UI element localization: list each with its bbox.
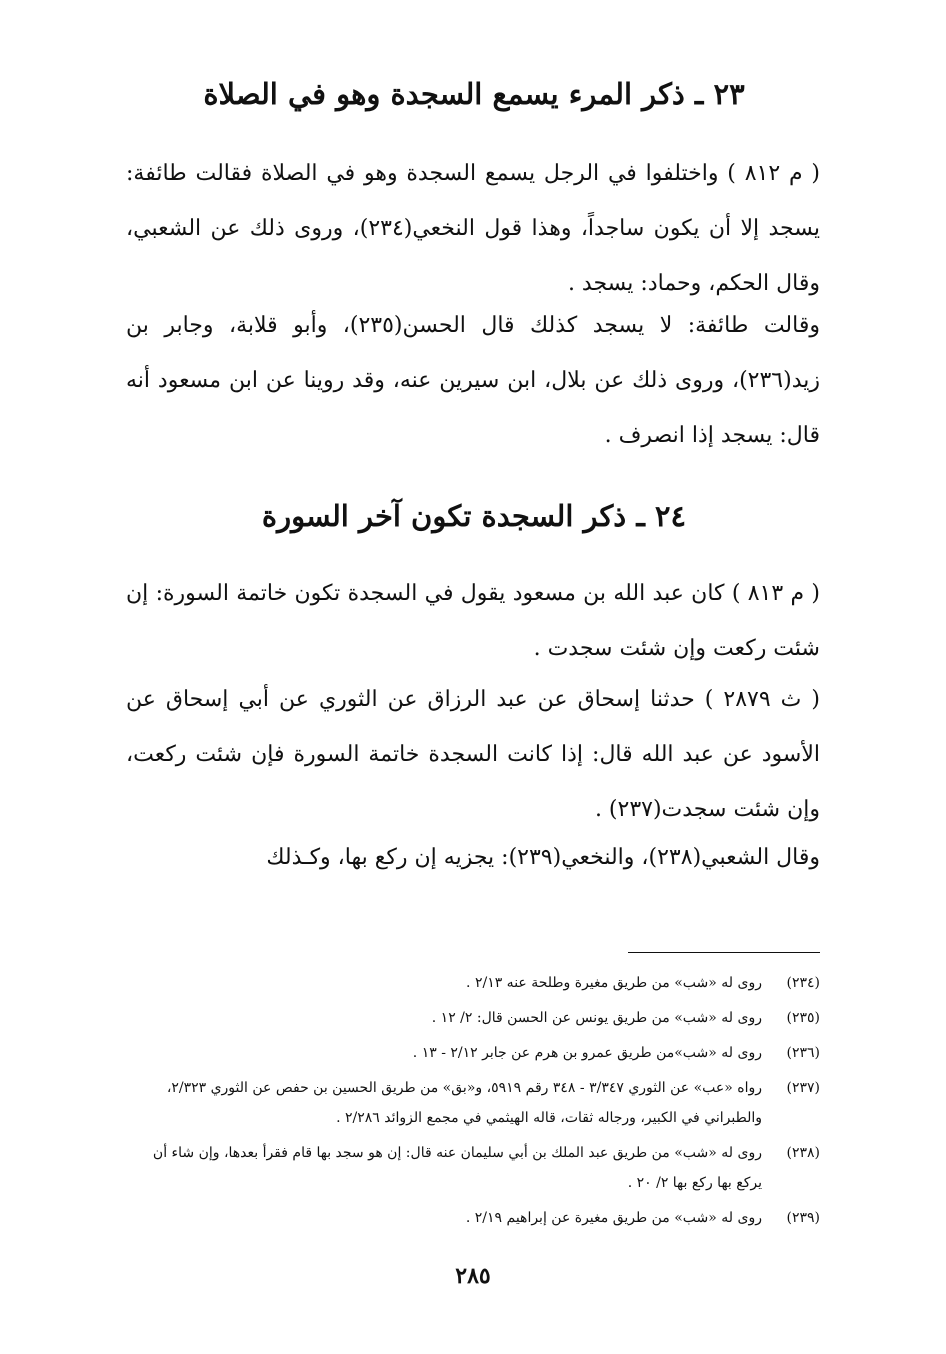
paragraph-m812: ( م ٨١٢ ) واختلفوا في الرجل يسمع السجدة وهو في الصلاة فقالت طائفة: يسجد إلا أن يكون ساجداً، وهذا قول النخعي(٢٣٤)، وروى ذلك عن الشعبي، وقال الحكم، وحماد: يسجد .	[126, 161, 821, 296]
footnote-number: (٢٣٥)	[786, 1010, 820, 1026]
footnote-number: (٢٣٨)	[786, 1145, 820, 1161]
footnote-text: روى له «شب» من طريق مغيرة وطلحة عنه ٢/١٣ .	[466, 975, 762, 991]
footnote-234	[126, 968, 820, 998]
footnote-number: (٢٣٦)	[786, 1045, 820, 1061]
footnote-238	[126, 1138, 820, 1198]
paragraph-shabi: وقال الشعبي(٢٣٨)، والنخعي(٢٣٩): يجزيه إن ركع بها، وكـذلك	[266, 845, 820, 870]
section-heading-24: ٢٤ ـ ذكر السجدة تكون آخر السورة	[261, 499, 687, 533]
footnote-separator	[628, 952, 820, 953]
page-number: ٢٨٥	[455, 1263, 491, 1289]
footnote-236	[126, 1038, 820, 1068]
footnote-text: روى له «شب» من طريق عبد الملك بن أبي سليمان عنه قال: إن هو سجد بها قام فقرأ بعدها، وإن شاء أن يركع بها ركع بها ٢/ ٢٠ .	[152, 1145, 762, 1191]
footnote-text: رواه «عب» عن الثوري ٣/٣٤٧ - ٣٤٨ رقم ٥٩١٩، و«بق» من طريق الحسين بن حفص عن الثوري ٢/٣٢٣، والطبراني في الكبير، ورجاله ثقات، قاله الهيثمي في مجمع الزوائد ٢/٢٨٦ .	[166, 1080, 762, 1126]
footnote-239	[126, 1203, 820, 1233]
footnote-237	[126, 1073, 820, 1133]
footnote-number: (٢٣٧)	[786, 1080, 820, 1096]
footnote-text: روى له «شب» من طريق يونس عن الحسن قال: ٢/ ١٢ .	[431, 1010, 762, 1026]
paragraph-th2879: ( ث ٢٨٧٩ ) حدثنا إسحاق عن عبد الرزاق عن الثوري عن أبي إسحاق عن الأسود عن عبد الله قال: إذا كانت السجدة خاتمة السورة فإن شئت ركعت، وإن شئت سجدت(٢٣٧) .	[126, 687, 820, 822]
footnote-235	[126, 1003, 820, 1033]
footnote-number: (٢٣٩)	[786, 1210, 820, 1226]
footnote-text: روى له «شب» من طريق مغيرة عن إبراهيم ٢/١٩ .	[465, 1210, 762, 1226]
section-heading-23: ٢٣ ـ ذكر المرء يسمع السجدة وهو في الصلاة	[203, 77, 745, 111]
footnote-text: روى له «شب»من طريق عمرو بن هرم عن جابر ٢/١٢ - ١٣ .	[412, 1045, 762, 1061]
footnotes	[126, 968, 820, 1238]
footnote-number: (٢٣٤)	[786, 975, 820, 991]
paragraph-opposing-view: وقالت طائفة: لا يسجد كذلك قال الحسن(٢٣٥)، وأبو قلابة، وجابر بن زيد(٢٣٦)، وروى ذلك عن بلال، ابن سيرين عنه، وقد روينا عن ابن مسعود أنه قال: يسجد إذا انصرف .	[126, 313, 820, 448]
paragraph-m813: ( م ٨١٣ ) كان عبد الله بن مسعود يقول في السجدة تكون خاتمة السورة: إن شئت ركعت وإن شئت سجدت .	[126, 581, 820, 661]
